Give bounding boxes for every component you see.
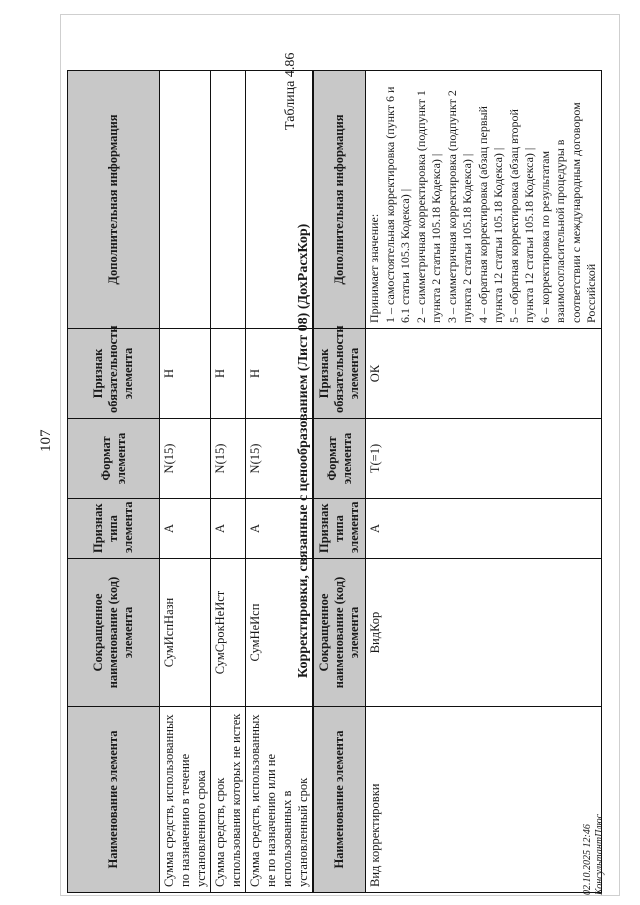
bottom-table-header	[314, 71, 366, 893]
table-caption: Таблица 4.86	[283, 52, 298, 130]
info-line: 3 – симметричная корректировка (подпункт 2 пункта 2 статьи 105.18 Кодекса) |	[444, 90, 474, 323]
cell-required: ОК	[366, 329, 602, 419]
cell-code: СумСрокНеИст	[211, 559, 246, 707]
footer-source: КонсультантПлюс	[594, 813, 605, 895]
cell-type: А	[246, 499, 313, 559]
cell-code: СумНеИсп	[246, 559, 313, 707]
cell-required: Н	[160, 329, 211, 419]
table-row	[160, 71, 211, 893]
cell-code: СумИспНазн	[160, 559, 211, 707]
cell-type: А	[211, 499, 246, 559]
cell-type: А	[160, 499, 211, 559]
page-number: 107	[38, 429, 54, 452]
cell-type: А	[366, 499, 602, 559]
cell-required: Н	[211, 329, 246, 419]
col-header-type: Признак типа элемента	[314, 499, 366, 559]
info-line: 5 – обратная корректировка (абзац второй пункта 12 статьи 105.18 Кодекса) |	[506, 109, 536, 323]
bottom-table	[313, 70, 602, 893]
col-header-name: Наименование элемента	[68, 707, 160, 893]
footer-stamp	[582, 814, 606, 895]
table-row	[366, 71, 602, 893]
cell-name: Сумма средств, использованных по назначению в течение установленного срока	[160, 707, 211, 893]
info-line: 1 – самостоятельная корректировка (пункт 6 и 6.1 статьи 105.3 Кодекса) |	[382, 86, 412, 323]
top-table	[67, 70, 313, 893]
cell-format: T(=1)	[366, 419, 602, 499]
cell-code: ВидКор	[366, 559, 602, 707]
footer-timestamp: 02.10.2025 12:46	[582, 824, 593, 895]
col-header-name: Наименование элемента	[314, 707, 366, 893]
cell-format: N(15)	[160, 419, 211, 499]
col-header-info: Дополнительная информация	[68, 71, 160, 329]
cell-format: N(15)	[211, 419, 246, 499]
info-line: 6 – корректировка по результатам взаимосогласительной процедуры в соответствии с международным договором Российской	[537, 102, 598, 323]
info-line: 4 – обратная корректировка (абзац первый пункта 12 статьи 105.18 Кодекса) |	[475, 106, 505, 323]
cell-name: Сумма средств, срок использования которых не истек	[211, 707, 246, 893]
table-row	[211, 71, 246, 893]
cell-required: Н	[246, 329, 313, 419]
info-line: Принимает значение:	[367, 213, 381, 323]
col-header-format: Формат элемента	[68, 419, 160, 499]
cell-info	[211, 71, 246, 329]
col-header-type: Признак типа элемента	[68, 499, 160, 559]
top-table-header	[68, 71, 160, 893]
col-header-code: Сокращенное наименование (код) элемента	[68, 559, 160, 707]
cell-name: Вид корректировки	[366, 707, 602, 893]
table-title: Корректировки, связанные с ценообразованием (Лист 08) (ДохРасхКор)	[296, 223, 311, 678]
col-header-code: Сокращенное наименование (код) элемента	[314, 559, 366, 707]
cell-format: N(15)	[246, 419, 313, 499]
cell-info	[366, 71, 602, 329]
col-header-format: Формат элемента	[314, 419, 366, 499]
col-header-required: Признак обязательности элемента	[314, 329, 366, 419]
col-header-required: Признак обязательности элемента	[68, 329, 160, 419]
col-header-info: Дополнительная информация	[314, 71, 366, 329]
info-line: 2 – симметричная корректировка (подпункт 1 пункта 2 статьи 105.18 Кодекса) |	[413, 90, 443, 323]
cell-name: Сумма средств, использованных не по назначению или не использованных в установленный срок	[246, 707, 313, 893]
cell-info	[160, 71, 211, 329]
